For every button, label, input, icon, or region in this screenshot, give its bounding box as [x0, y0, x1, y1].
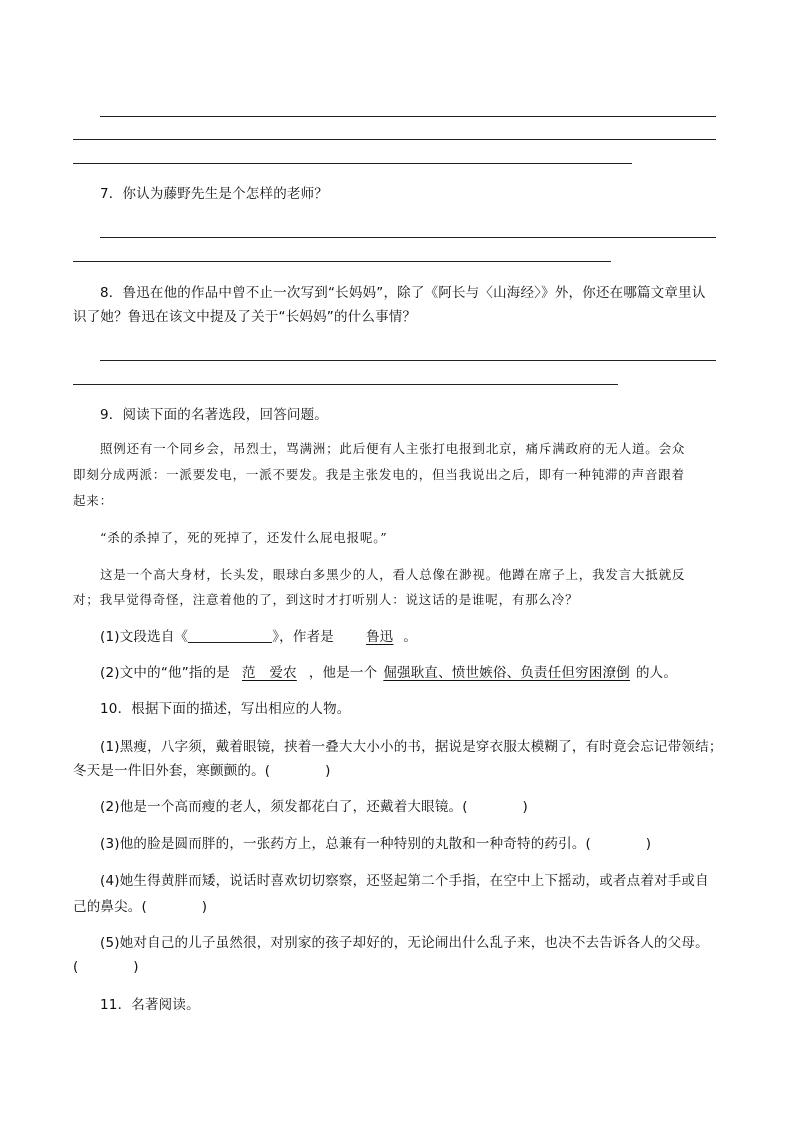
passage-1-line-3: 起来：	[73, 493, 113, 508]
question-10-item-2: (2)他是一个高而瘦的老人，须发都花白了，还戴着大眼镜。( )	[100, 799, 528, 815]
question-10-item-5-line-2: ( )	[73, 959, 139, 975]
sub1-mid: 》，作者是	[272, 629, 334, 645]
passage-3-line-1: 这是一个高大身材，长头发，眼球白多黑少的人，看人总像在渺视。他蹲在席子上，我发言大抵就反	[100, 567, 686, 582]
question-9-title: 9．阅读下面的名著选段，回答问题。	[100, 407, 328, 423]
character-answer: 倔强耿直、愤世嫉俗、负责任但穷困潦倒	[383, 665, 630, 681]
answer-line[interactable]	[73, 139, 716, 140]
answer-line[interactable]	[100, 237, 716, 238]
question-10-item-1-line-2: 冬天是一件旧外套，寒颤颤的。( )	[73, 763, 331, 779]
answer-line[interactable]	[100, 360, 716, 361]
sub1-prefix: (1)文段选自《	[100, 629, 189, 645]
passage-2: “杀的杀掉了，死的死掉了，还发什么屁电报呢。”	[100, 530, 388, 545]
question-9-sub-2	[100, 664, 677, 682]
sub2-mid: ，他是一个	[308, 665, 378, 681]
question-10-item-4-line-2: 己的鼻尖。( )	[73, 899, 208, 915]
question-10-title: 10．根据下面的描述，写出相应的人物。	[100, 701, 351, 717]
answer-line[interactable]	[73, 163, 632, 164]
sub2-suffix: 的人。	[635, 665, 678, 681]
question-10-item-4-line-1: (4)她生得黄胖而矮，说话时喜欢切切察察，还竖起第二个手指，在空中上下摇动，或者点着对手或自	[100, 873, 709, 889]
sub2-prefix: (2)文中的“他”指的是	[100, 665, 231, 681]
question-10-item-5-line-1: (5)她对自己的儿子虽然很，对别家的孩子却好的，无论闹出什么乱子来，也决不去告诉各人的父母。	[100, 935, 709, 951]
answer-line[interactable]	[100, 116, 716, 117]
answer-line[interactable]	[73, 384, 618, 385]
question-7: 7．你认为藤野先生是个怎样的老师？	[100, 186, 328, 202]
question-9-sub-1	[100, 628, 417, 646]
question-8-line-1: 8．鲁迅在他的作品中曾不止一次写到“长妈妈”，除了《阿长与〈山海经〉》外，你还在哪篇文章里认	[100, 285, 706, 301]
passage-1-line-2: 即刻分成两派：一派要发电，一派不要发。我是主张发电的，但当我说出之后，即有一种钝滞的声音跟着	[73, 467, 685, 482]
author-answer: 鲁迅	[365, 629, 394, 645]
question-10-item-1-line-1: (1)黑瘦，八字须，戴着眼镜，挟着一叠大大小小的书，据说是穿衣服太模糊了，有时竟会忘记带领结；	[100, 739, 723, 755]
passage-1-line-1: 照例还有一个同乡会，吊烈士，骂满洲；此后便有人主张打电报到北京，痛斥满政府的无人道。会众	[100, 441, 686, 456]
book-title-blank[interactable]	[188, 628, 272, 643]
question-11-title: 11．名著阅读。	[100, 997, 200, 1013]
question-10-item-3: (3)他的脸是圆而胖的，一张药方上，总兼有一种特别的丸散和一种奇特的药引。( )	[100, 836, 652, 852]
sub1-suffix: 。	[403, 629, 418, 645]
answer-line[interactable]	[73, 261, 611, 262]
person-answer: 范 爱农	[242, 665, 297, 681]
question-8-line-2: 识了她？鲁迅在该文中提及了关于“长妈妈”的什么事情？	[73, 309, 417, 325]
passage-3-line-2: 对；我早觉得奇怪，注意着他的了，到这时才打听别人：说这话的是谁呢，有那么冷？	[73, 592, 579, 607]
